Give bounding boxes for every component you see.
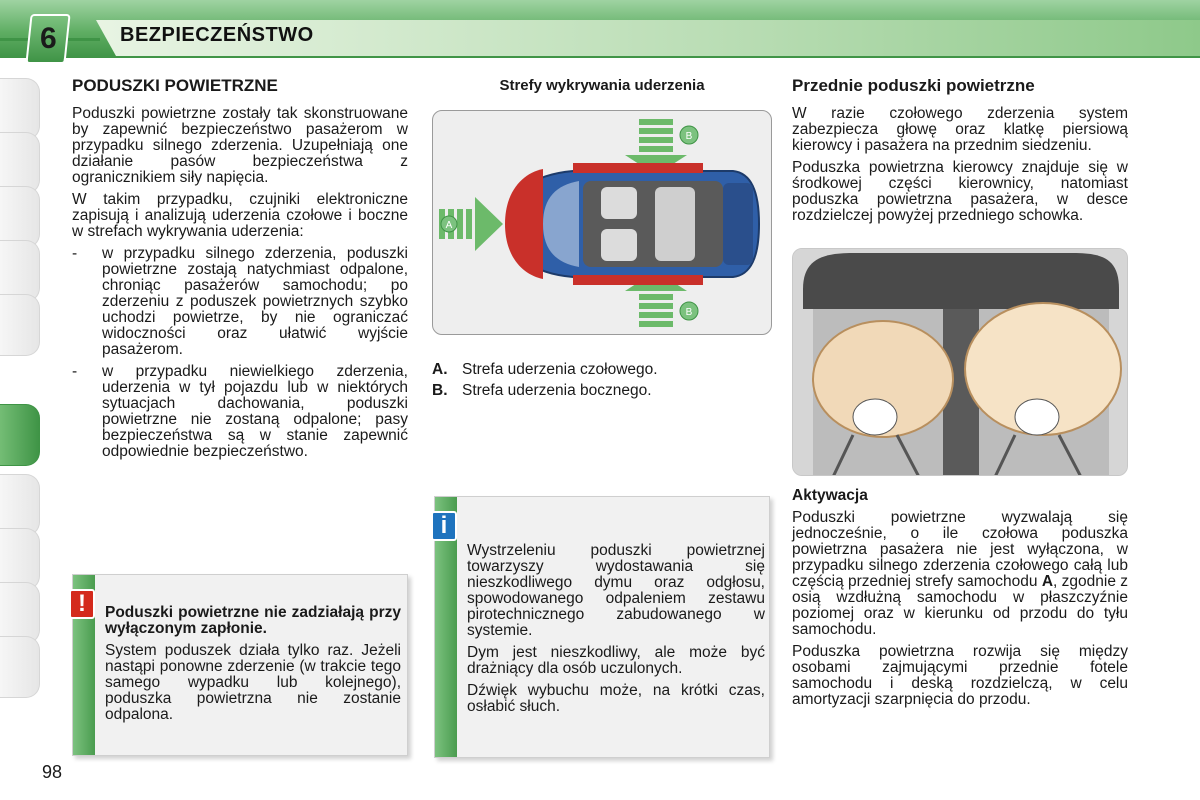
thumb-tab	[0, 528, 40, 590]
legend-key: A.	[432, 361, 448, 378]
info-text	[467, 543, 765, 721]
paragraph: W razie czołowego zderzenia system zabezpiecza głowę oraz klatkę piersiową kierowcy i pasażera na przednim siedzeniu.	[792, 105, 1128, 154]
chapter-number: 6	[39, 22, 57, 55]
thumb-tab	[0, 186, 40, 248]
driver-head	[853, 399, 897, 435]
section-heading-airbags: PODUSZKI POWIETRZNE	[72, 76, 278, 95]
info-icon: i	[431, 511, 457, 541]
warning-body-text: System poduszek działa tylko raz. Jeżeli nastąpi ponowne zderzenie (w trakcie tego samego wypadku lub kolejnego), poduszka powietrzna nie zostanie odpalona.	[105, 642, 401, 723]
zone-b-label-top: B	[685, 131, 693, 142]
front-impact-zone	[505, 169, 543, 279]
front-seat-right	[601, 229, 637, 261]
paragraph: Poduszka powietrzna kierowcy znajduje się w środkowej części kierownicy, natomiast poduszka powietrzna pasażera, w desce rozdzielczej powyżej przedniego schowka.	[792, 159, 1128, 224]
dashboard	[803, 253, 1119, 309]
zone-b-label-bottom: B	[685, 307, 693, 318]
page-number: 98	[42, 762, 63, 782]
warning-text	[105, 605, 401, 729]
thumb-tab	[0, 582, 40, 644]
activation-text-pre: Poduszki powietrzne wyzwalają się jednocześnie, o ile czołowa poduszka powietrzna pasażera nie jest wyłączona, w przypadku silnego zderzenia czołowego całą lub częścią przedniej strefy samochodu	[792, 509, 1128, 590]
info-paragraph: Dźwięk wybuchu może, na krótki czas, osłabić słuch.	[467, 682, 765, 715]
left-column	[72, 78, 408, 466]
trunk	[723, 183, 753, 265]
legend-text: Strefa uderzenia bocznego.	[462, 382, 652, 399]
side-impact-zone-bottom	[573, 275, 703, 285]
thumb-tab	[0, 132, 40, 194]
bullet-item: - w przypadku niewielkiego zderzenia, uderzenia w tył pojazdu lub w niektórych sytuacjach dachowania, poduszki powietrzne nie zostaną odpalone; pasy bezpieczeństwa są w stanie zapewnić odpowiednie bezpieczeństwo.	[72, 364, 408, 460]
paragraph: Poduszki powietrzne zostały tak skonstruowane by zapewnić bezpieczeństwo pasażerom w przypadku silnego zderzenia. Uzupełniają one działanie pasów bezpieczeństwa z ogranicznikiem siły napięcia.	[72, 105, 408, 186]
thumb-tab	[0, 240, 40, 302]
zone-a-label: A	[445, 220, 453, 231]
passenger-head	[1015, 399, 1059, 435]
chapter-thumb-tabs	[0, 78, 42, 718]
legend-item	[432, 359, 772, 380]
paragraph: W takim przypadku, czujniki elektroniczne zapisują i analizują uderzenia czołowe i boczne w strefach wykrywania uderzenia:	[72, 191, 408, 240]
paragraph: Poduszka powietrzna rozwija się między osobami zajmującymi przednie fotele samochodu i deską rozdzielczą, w celu amortyzacji szarpnięcia do przodu.	[792, 643, 1128, 708]
legend-item	[432, 380, 772, 401]
car-top-view-illustration	[433, 111, 772, 335]
legend-text: Strefa uderzenia czołowego.	[462, 361, 658, 378]
side-impact-zone-top	[573, 163, 703, 173]
activation-paragraph	[792, 510, 1128, 638]
bullet-list	[72, 246, 408, 460]
chapter-title: BEZPIECZEŃSTWO	[120, 24, 314, 46]
rear-seat	[655, 187, 695, 261]
thumb-tab	[0, 636, 40, 698]
bullet-item: - w przypadku silnego zderzenia, poduszki powietrzne zostają natychmiast odpalone, chroniąc pasażerów samochodu; po zderzeniu z poduszek powietrznych szybko uchodzi powietrze, by nie ograniczać widoczności oraz ułatwić wyjście pasażerom.	[72, 246, 408, 358]
activation-zone-ref: A	[1041, 573, 1054, 590]
info-paragraph: Dym jest nieszkodliwy, ale może być drażniący dla osób uczulonych.	[467, 644, 765, 677]
activation-text-post: , zgodnie z osią wzdłużną samochodu w płaszczyźnie poziomej oraz w kierunku od przodu do tyłu samochodu.	[792, 573, 1129, 638]
info-box	[434, 496, 770, 758]
front-seat-left	[601, 187, 637, 219]
thumb-tab	[0, 294, 40, 356]
airbags-illustration-svg	[793, 249, 1128, 476]
impact-zone-diagram	[432, 110, 772, 335]
diagram-title: Strefy wykrywania uderzenia	[499, 77, 705, 94]
diagram-legend	[432, 359, 772, 401]
chapter-tab	[25, 14, 70, 64]
right-column	[792, 78, 1128, 714]
thumb-tab	[0, 78, 40, 140]
warning-box	[72, 574, 408, 756]
thumb-tab	[0, 474, 40, 536]
activation-heading: Aktywacja	[792, 487, 868, 504]
warning-icon: !	[69, 589, 95, 619]
legend-key: B.	[432, 382, 448, 399]
info-paragraph: Wystrzeleniu poduszki powietrznej towarzyszy wydostawania się nieszkodliwego dymu oraz odgłosu, spowodowanego odpaleniem zestawu pirotechnicznego zabudowanego w systemie.	[467, 542, 765, 639]
warning-bold-text: Poduszki powietrzne nie zadziałają przy wyłączonym zapłonie.	[105, 604, 401, 637]
middle-column	[432, 78, 772, 401]
section-heading-front-airbags: Przednie poduszki powietrzne	[792, 76, 1035, 95]
deployed-airbags-illustration	[792, 248, 1128, 476]
thumb-tab-active	[0, 404, 40, 466]
